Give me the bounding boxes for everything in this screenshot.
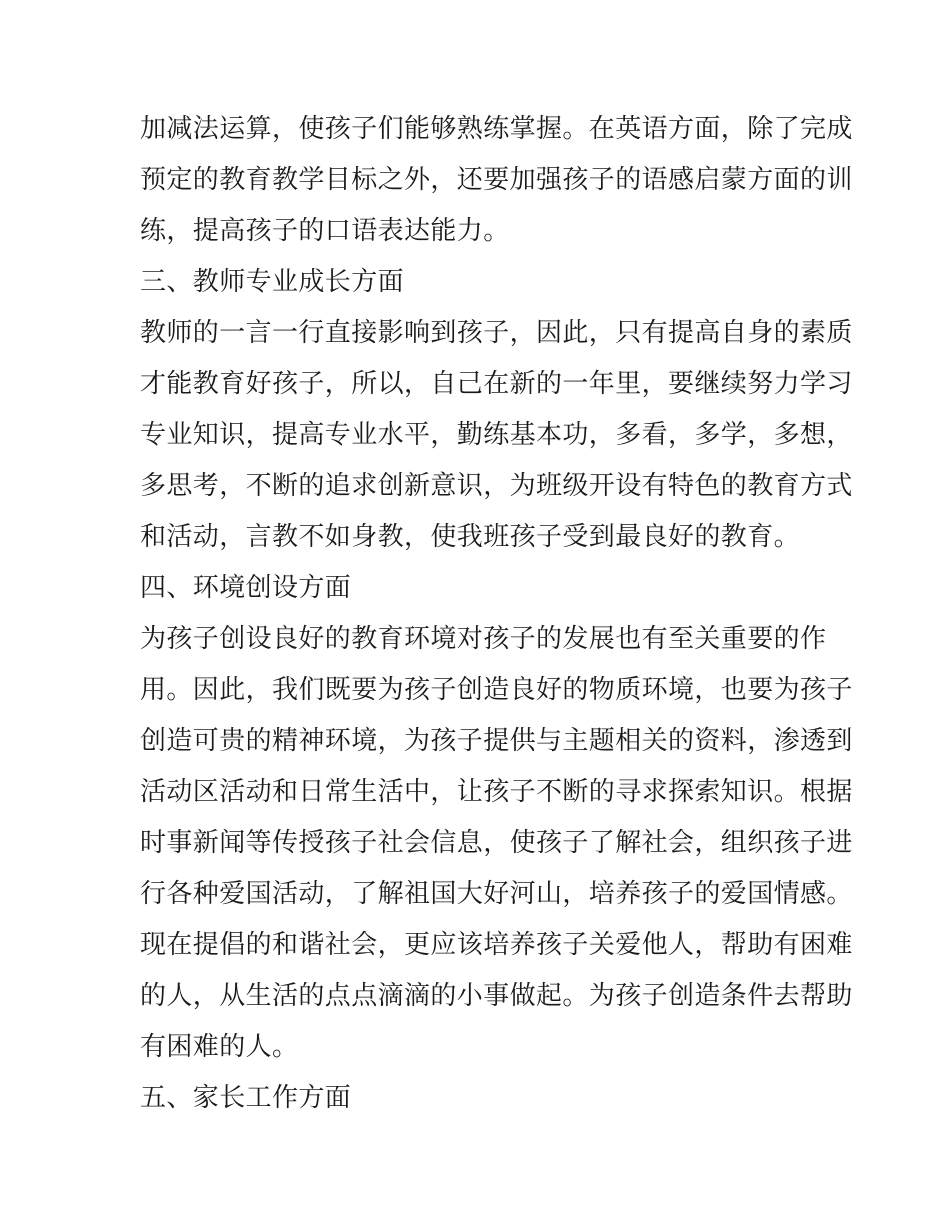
body-text-line: 专业知识，提高专业水平，勤练基本功，多看，多学，多想， xyxy=(140,420,853,450)
body-text-line: 的人，从生活的点点滴滴的小事做起。为孩子创造条件去帮助 xyxy=(140,981,853,1011)
body-text-line: 为孩子创设良好的教育环境对孩子的发展也有至关重要的作 xyxy=(140,624,827,654)
body-text-line: 教师的一言一行直接影响到孩子，因此，只有提高自身的素质 xyxy=(140,318,853,348)
body-text-line: 和活动，言教不如身教，使我班孩子受到最良好的教育。 xyxy=(140,522,801,552)
body-text-line: 活动区活动和日常生活中，让孩子不断的寻求探索知识。根据 xyxy=(140,777,853,807)
body-text-line: 创造可贵的精神环境，为孩子提供与主题相关的资料，渗透到 xyxy=(140,726,853,756)
section-heading: 五、家长工作方面 xyxy=(140,1083,352,1113)
body-text-line: 有困难的人。 xyxy=(140,1032,299,1062)
body-text-line: 练，提高孩子的口语表达能力。 xyxy=(140,216,510,246)
body-text-line: 才能教育好孩子，所以，自己在新的一年里，要继续努力学习 xyxy=(140,369,853,399)
body-text-line: 用。因此，我们既要为孩子创造良好的物质环境，也要为孩子 xyxy=(140,675,853,705)
body-text-line: 多思考，不断的追求创新意识，为班级开设有特色的教育方式 xyxy=(140,471,853,501)
body-text-line: 行各种爱国活动，了解祖国大好河山，培养孩子的爱国情感。 xyxy=(140,879,853,909)
body-text-line: 加减法运算，使孩子们能够熟练掌握。在英语方面，除了完成 xyxy=(140,114,853,144)
section-heading: 三、教师专业成长方面 xyxy=(140,267,405,297)
body-text-line: 预定的教育教学目标之外，还要加强孩子的语感启蒙方面的训 xyxy=(140,165,853,195)
body-text-line: 时事新闻等传授孩子社会信息，使孩子了解社会，组织孩子进 xyxy=(140,828,853,858)
section-heading: 四、环境创设方面 xyxy=(140,573,352,603)
body-text-line: 现在提倡的和谐社会，更应该培养孩子关爱他人，帮助有困难 xyxy=(140,930,853,960)
